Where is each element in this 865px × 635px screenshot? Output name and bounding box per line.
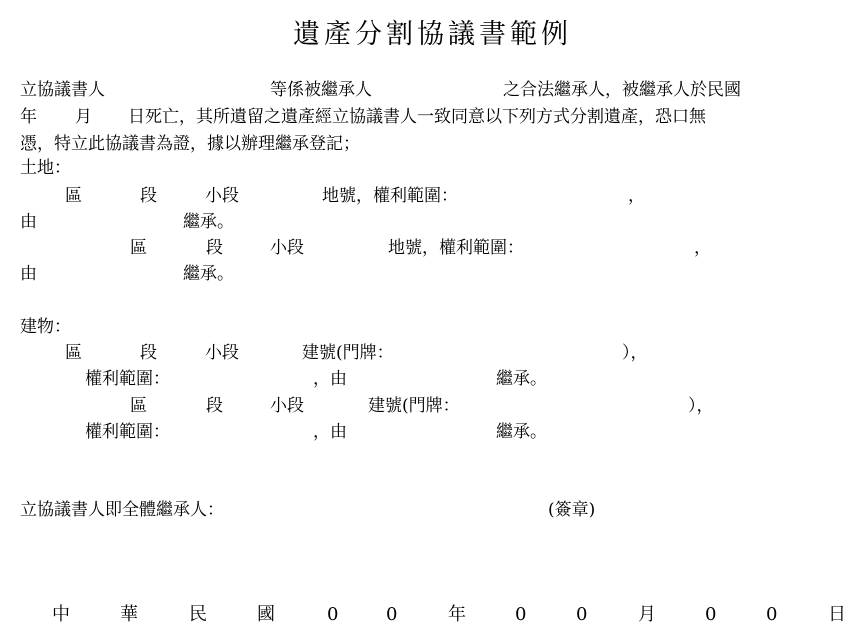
- signature-label: 立協議書人即全體繼承人：: [20, 500, 224, 520]
- building-2-number-label: 建號(門牌：: [368, 396, 460, 416]
- land-1-district-label: 區: [65, 186, 82, 206]
- date-char-hua: 華: [120, 604, 138, 625]
- land-2-comma: ，: [694, 238, 711, 258]
- land-2-lot-scope-label: 地號，權利範圍：: [388, 238, 524, 258]
- date-month-digit-2: 0: [576, 604, 588, 625]
- date-month-label: 月: [638, 604, 656, 625]
- land-2-subsection-label: 小段: [270, 238, 304, 258]
- preamble-death-text: 日死亡，其所遺留之遺產經立協議書人一致同意以下列方式分割遺產，恐口無: [128, 107, 706, 127]
- building-1-number-label: 建號(門牌：: [302, 343, 394, 363]
- building-1-subsection-label: 小段: [205, 343, 239, 363]
- building-2-by-label: ，由: [313, 422, 347, 442]
- preamble-year-label: 年: [20, 107, 37, 127]
- preamble-signatories-label: 立協議書人: [20, 80, 105, 100]
- preamble-closing-text: 憑，特立此協議書為證，據以辦理繼承登記；: [20, 134, 360, 154]
- date-year-label: 年: [448, 604, 466, 625]
- preamble-month-label: 月: [75, 107, 92, 127]
- date-line: [0, 604, 865, 626]
- building-1-section-label: 段: [140, 343, 157, 363]
- date-month-digit-1: 0: [515, 604, 527, 625]
- land-1-lot-scope-label: 地號，權利範圍：: [322, 186, 458, 206]
- building-1-close: ），: [622, 343, 648, 363]
- land-1-by-label: 由: [20, 212, 37, 232]
- signature-seal-label: (簽章): [548, 500, 596, 520]
- building-2-subsection-label: 小段: [270, 396, 304, 416]
- date-char-guo: 國: [257, 604, 275, 625]
- land-1-section-label: 段: [140, 186, 157, 206]
- land-heading: 土地：: [20, 158, 71, 178]
- date-day-digit-1: 0: [705, 604, 717, 625]
- land-2-inherit-label: 繼承。: [183, 264, 234, 284]
- date-day-digit-2: 0: [766, 604, 778, 625]
- building-1-by-label: ，由: [313, 369, 347, 389]
- building-2-scope-label: 權利範圍：: [85, 422, 170, 442]
- preamble-decedent-label: 等係被繼承人: [270, 80, 372, 100]
- land-2-section-label: 段: [206, 238, 223, 258]
- date-day-label: 日: [828, 604, 846, 625]
- land-1-comma: ，: [628, 186, 645, 206]
- building-2-district-label: 區: [130, 396, 147, 416]
- date-char-min: 民: [189, 604, 207, 625]
- land-1-inherit-label: 繼承。: [183, 212, 234, 232]
- date-year-digit-2: 0: [386, 604, 398, 625]
- preamble-heirs-text: 之合法繼承人，被繼承人於民國: [503, 80, 741, 100]
- land-2-by-label: 由: [20, 264, 37, 284]
- date-char-zhong: 中: [52, 604, 70, 625]
- building-2-close: ），: [688, 396, 714, 416]
- building-1-district-label: 區: [65, 343, 82, 363]
- land-2-district-label: 區: [130, 238, 147, 258]
- date-year-digit-1: 0: [327, 604, 339, 625]
- building-1-inherit-label: 繼承。: [496, 369, 547, 389]
- building-1-scope-label: 權利範圍：: [85, 369, 170, 389]
- building-heading: 建物：: [20, 317, 71, 337]
- building-2-inherit-label: 繼承。: [496, 422, 547, 442]
- building-2-section-label: 段: [206, 396, 223, 416]
- document-title: 遺產分割協議書範例: [293, 19, 572, 50]
- land-1-subsection-label: 小段: [205, 186, 239, 206]
